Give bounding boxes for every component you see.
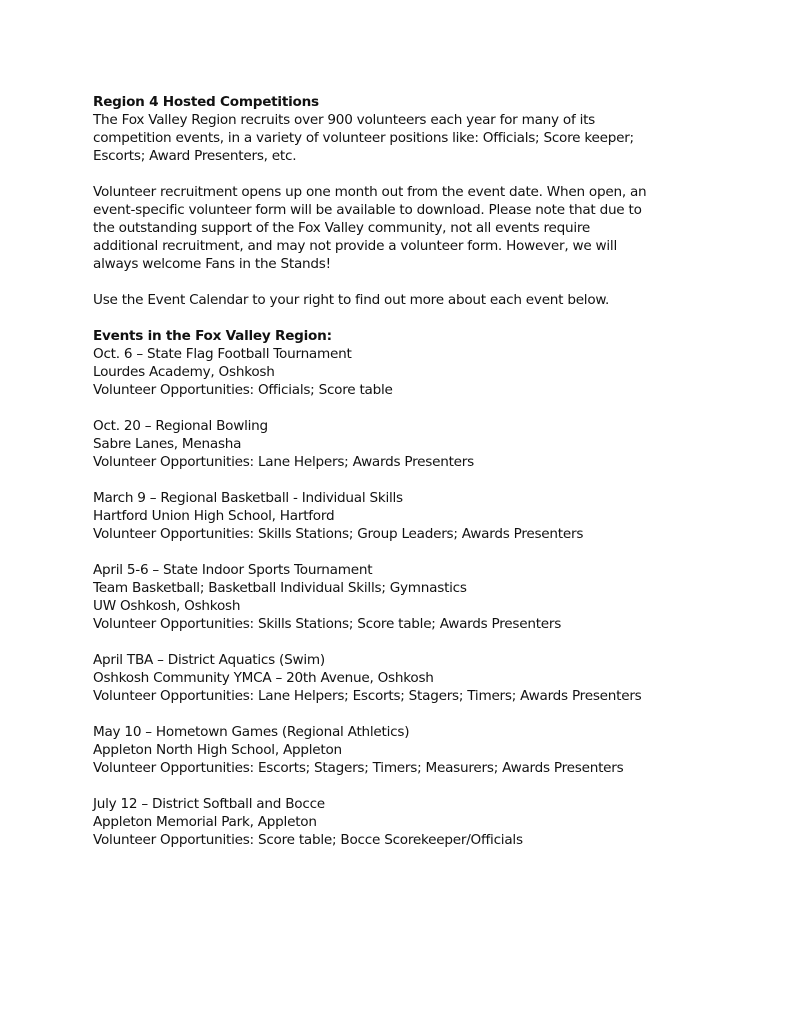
event-volunteer-opportunities: Volunteer Opportunities: Officials; Score table — [93, 382, 393, 398]
intro-line: The Fox Valley Region recruits over 900 volunteers each year for many of its — [93, 112, 596, 128]
event-volunteer-opportunities: Volunteer Opportunities: Escorts; Stagers; Timers; Measurers; Awards Presenters — [93, 760, 624, 776]
recruitment-line: always welcome Fans in the Stands! — [93, 256, 331, 272]
event-volunteer-opportunities: Volunteer Opportunities: Skills Stations; Score table; Awards Presenters — [93, 616, 562, 632]
event-location: Lourdes Academy, Oshkosh — [93, 364, 275, 380]
event-volunteer-opportunities: Volunteer Opportunities: Skills Stations; Group Leaders; Awards Presenters — [93, 526, 584, 542]
recruitment-line: Volunteer recruitment opens up one month out from the event date. When open, an — [93, 184, 647, 200]
events-heading: Events in the Fox Valley Region: — [93, 328, 332, 344]
event-title: April 5-6 – State Indoor Sports Tournament — [93, 562, 373, 578]
event-title: July 12 – District Softball and Bocce — [93, 796, 325, 812]
recruitment-line: additional recruitment, and may not provide a volunteer form. However, we will — [93, 238, 617, 254]
event-sports: Team Basketball; Basketball Individual Skills; Gymnastics — [93, 580, 467, 596]
event-title: Oct. 20 – Regional Bowling — [93, 418, 268, 434]
event-item — [93, 417, 733, 471]
event-item — [93, 723, 733, 777]
event-title: April TBA – District Aquatics (Swim) — [93, 652, 325, 668]
document-page — [93, 93, 733, 867]
event-item — [93, 795, 733, 849]
event-item — [93, 651, 733, 705]
intro-line: competition events, in a variety of volunteer positions like: Officials; Score keeper; — [93, 130, 634, 146]
event-location: Appleton Memorial Park, Appleton — [93, 814, 317, 830]
section-heading: Region 4 Hosted Competitions — [93, 94, 319, 110]
event-item — [93, 345, 733, 399]
intro-section — [93, 93, 733, 165]
events-section — [93, 327, 733, 849]
event-volunteer-opportunities: Volunteer Opportunities: Lane Helpers; Escorts; Stagers; Timers; Awards Presenters — [93, 688, 642, 704]
calendar-note-section — [93, 291, 733, 309]
recruitment-section — [93, 183, 733, 273]
event-location: Appleton North High School, Appleton — [93, 742, 342, 758]
event-location: Hartford Union High School, Hartford — [93, 508, 335, 524]
event-title: March 9 – Regional Basketball - Individual Skills — [93, 490, 403, 506]
event-item — [93, 561, 733, 633]
event-volunteer-opportunities: Volunteer Opportunities: Lane Helpers; Awards Presenters — [93, 454, 474, 470]
event-title: Oct. 6 – State Flag Football Tournament — [93, 346, 352, 362]
event-location: Sabre Lanes, Menasha — [93, 436, 242, 452]
intro-line: Escorts; Award Presenters, etc. — [93, 148, 297, 164]
event-title: May 10 – Hometown Games (Regional Athletics) — [93, 724, 410, 740]
recruitment-line: the outstanding support of the Fox Valley community, not all events require — [93, 220, 591, 236]
event-location: Oshkosh Community YMCA – 20th Avenue, Oshkosh — [93, 670, 434, 686]
event-location: UW Oshkosh, Oshkosh — [93, 598, 241, 614]
calendar-note: Use the Event Calendar to your right to find out more about each event below. — [93, 292, 610, 308]
event-volunteer-opportunities: Volunteer Opportunities: Score table; Bocce Scorekeeper/Officials — [93, 832, 523, 848]
event-item — [93, 489, 733, 543]
recruitment-line: event-specific volunteer form will be available to download. Please note that due to — [93, 202, 642, 218]
